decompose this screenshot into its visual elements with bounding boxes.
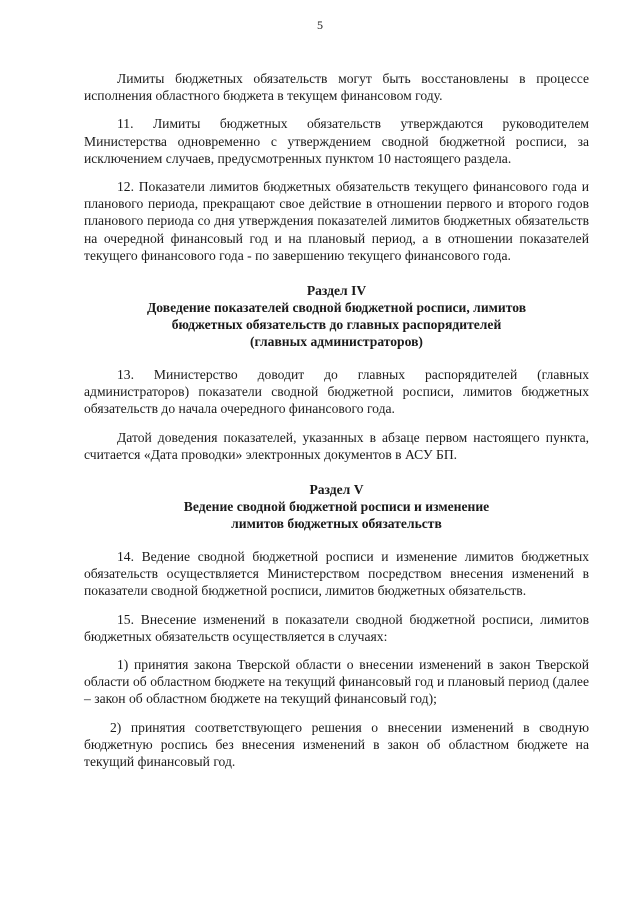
section-number: Раздел IV: [306, 283, 367, 299]
paragraph: Лимиты бюджетных обязательств могут быть восстановлены в процессе исполнения областного бюджета в текущем финансовом году.: [84, 71, 589, 104]
section-title-line: лимитов бюджетных обязательств: [231, 516, 442, 532]
paragraph: Датой доведения показателей, указанных в абзаце первом настоящего пункта, считается «Дата проводки» электронных документов в АСУ БП.: [84, 429, 589, 462]
paragraph: 1) принятия закона Тверской области о внесении изменений в закон Тверской области об областном бюджете на текущий финансовый год и плановый период (далее – закон об областном бюджете на текущий финансовый год);: [84, 657, 589, 707]
paragraph: 11. Лимиты бюджетных обязательств утверждаются руководителем Министерства одновременно с утверждением сводной бюджетной росписи, за исключением случаев, предусмотренных пунктом 10 настоящего раздела.: [84, 116, 589, 166]
paragraph: 14. Ведение сводной бюджетной росписи и изменение лимитов бюджетных обязательств осуществляется Министерством посредством внесения изменений в показатели сводной бюджетной росписи, лимитов бюджетных обязательств.: [84, 549, 589, 599]
paragraph: 15. Внесение изменений в показатели сводной бюджетной росписи, лимитов бюджетных обязательств осуществляется в случаях:: [84, 611, 589, 644]
section-title-line: Ведение сводной бюджетной росписи и изменение: [183, 499, 490, 515]
page-number: 5: [317, 18, 323, 32]
section-title-line: бюджетных обязательств до главных распорядителей: [171, 317, 502, 333]
paragraph: 12. Показатели лимитов бюджетных обязательств текущего финансового года и планового периода, прекращают свое действие в отношении первого и второго годов планового периода со дня утверждения показателей лимитов бюджетных обязательств на очередной финансовый год и на плановый период, а в отношении показателей текущего финансового года - по завершению текущего финансового года.: [84, 179, 589, 263]
paragraph: 2) принятия соответствующего решения о внесении изменений в сводную бюджетную роспись без внесения изменений в закон об областном бюджете на текущий финансовый год.: [84, 719, 589, 770]
section-title-line: Доведение показателей сводной бюджетной росписи, лимитов: [146, 300, 527, 316]
paragraph: 13. Министерство доводит до главных распорядителей (главных администраторов) показатели сводной бюджетной росписи, лимитов бюджетных обязательств до начала очередного финансового года.: [84, 367, 589, 417]
section-heading: [84, 282, 589, 350]
section-heading: [84, 481, 589, 532]
section-number: Раздел V: [309, 482, 364, 498]
section-title-line: (главных администраторов): [250, 334, 423, 350]
document-body: [84, 70, 589, 770]
